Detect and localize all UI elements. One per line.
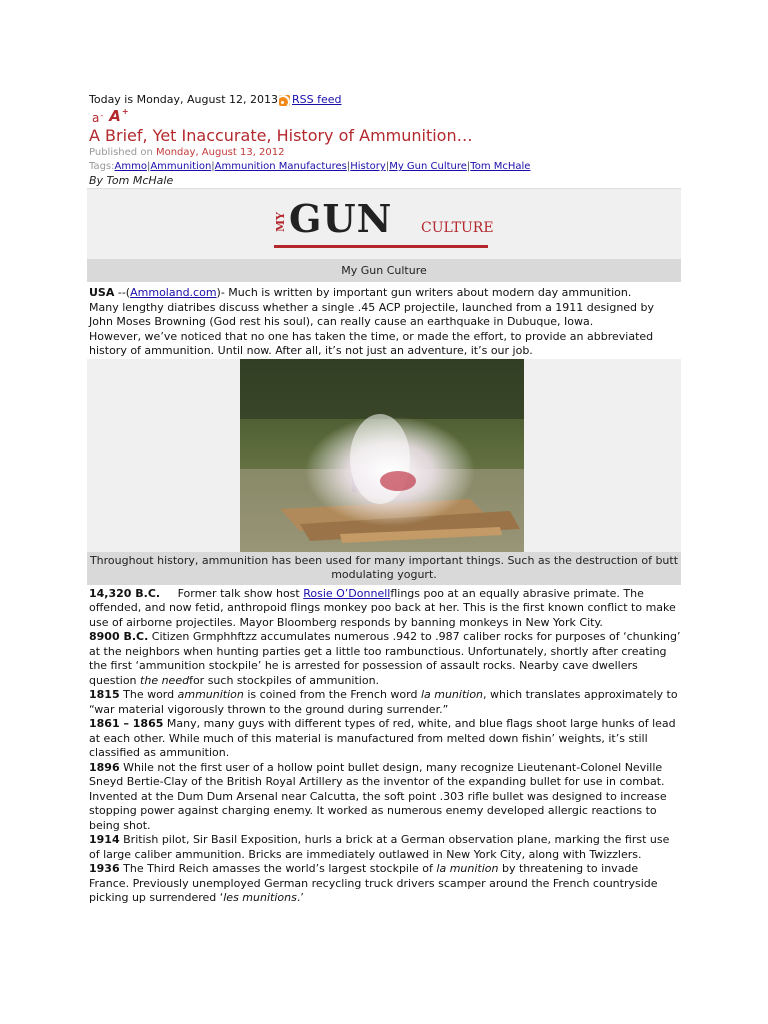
entry-text: Many, many guys with different types of red, white, and blue flags shoot large hunks of lead at each other. While much of this material is manufactured from melted down fishin’ weights, it’s still classified as ammunition. <box>89 717 676 759</box>
entry-date: 1936 <box>89 862 120 875</box>
entry-emphasis: les munitions <box>223 891 297 904</box>
font-larger-button[interactable] <box>109 107 128 125</box>
ammoland-link[interactable]: Ammoland.com <box>130 286 217 299</box>
date-line <box>89 93 681 107</box>
rss-feed-link[interactable]: RSS feed <box>292 93 342 106</box>
entry-text: British pilot, Sir Basil Exposition, hurls a brick at a German observation plane, marking the first use of large caliber ammunition. Bricks are immediately outlawed in New York City, along with Twizzlers. <box>89 833 670 861</box>
usa-label: USA <box>89 286 115 299</box>
entry-date: 1815 <box>89 688 120 701</box>
tags-line: Tags:Ammo|Ammunition|Ammunition Manufactures|History|My Gun Culture|Tom McHale <box>89 161 531 172</box>
timeline-entry <box>89 761 681 834</box>
timeline-entry <box>89 630 681 688</box>
entry-text: Former talk show host <box>160 586 304 600</box>
rss-icon[interactable] <box>279 95 290 106</box>
photo-panel <box>87 359 681 552</box>
logo-underline <box>274 245 488 248</box>
article-title[interactable]: A Brief, Yet Inaccurate, History of Ammunition… <box>89 126 473 145</box>
entry-text: .’ <box>296 891 304 904</box>
entry-date: 1861 – 1865 <box>89 717 164 730</box>
intro-text: )- Much is written by important gun writers about modern day ammunition. <box>216 286 632 299</box>
font-smaller-button[interactable] <box>92 111 103 125</box>
timeline-entry <box>89 688 681 717</box>
entry-text: flings poo at an equally abrasive primate. The offended, and now fetid, anthropoid flings monkey poo back at her. This is the first known conflict to make use of airborne projectiles. Mayor Bloomberg responds by banning monkeys in New York City. <box>89 586 676 629</box>
entry-text: Citizen Grmphhftzz accumulates numerous .942 to .987 caliber rocks for purposes of ‘chunking’ at the neighbors when hunting parties get a little too rambunctious. Unfortunately, shortly after creating the first ‘ammunition stockpile’ he is arrested for possession of assault rocks. Nearby cave dwellers question <box>89 630 681 687</box>
my-gun-culture-logo <box>274 196 494 249</box>
logo-caption: My Gun Culture <box>87 259 681 282</box>
timeline-entry <box>89 833 681 862</box>
tag-link[interactable]: Ammunition Manufactures <box>214 161 347 172</box>
font-smaller-label: a <box>92 111 100 125</box>
entry-date: 1914 <box>89 833 120 846</box>
tag-link[interactable]: History <box>350 161 386 172</box>
explosion-photo <box>240 359 524 552</box>
rosie-link[interactable]: Rosie O’Donnell <box>303 586 391 600</box>
entry-text: for such stockpiles of ammunition. <box>189 673 380 687</box>
entry-emphasis: la munition <box>436 862 499 875</box>
timeline-entry <box>89 587 681 631</box>
entry-date: 1896 <box>89 760 120 774</box>
tags-label: Tags: <box>89 161 115 172</box>
intro-paragraph <box>89 286 681 359</box>
tag-link[interactable]: Tom McHale <box>470 161 531 172</box>
timeline-entry <box>89 717 681 761</box>
article-content <box>89 93 681 906</box>
logo-gun-text: GUN <box>289 196 393 241</box>
timeline <box>89 587 681 906</box>
intro-line-2: Many lengthy diatribes discuss whether a single .45 ACP projectile, launched from a 1911 designed by John Moses Browning (God rest his soul), can really cause an earthquake in Dubuque, Iowa. <box>89 300 655 328</box>
entry-emphasis: ammunition <box>177 688 244 701</box>
tag-link[interactable]: Ammo <box>114 161 147 172</box>
entry-text: by threatening to invade France. Previously unemployed German recycling truck drivers scamper around the French countryside picking up surrendered ‘ <box>89 862 658 904</box>
published-line <box>89 146 681 160</box>
today-text: Today is Monday, August 12, 2013 <box>89 93 278 106</box>
font-smaller-sup: - <box>100 111 104 120</box>
entry-text: is coined from the French word <box>243 688 421 701</box>
entry-date: 14,320 B.C. <box>89 586 161 600</box>
logo-culture-text: CULTURE <box>421 220 494 236</box>
byline: By Tom McHale <box>89 174 174 187</box>
entry-text: , which translates approximately to “war material vigorously thrown to the ground during surrender.” <box>89 688 678 716</box>
font-size-controls <box>92 109 681 125</box>
intro-text: --( <box>114 286 131 299</box>
intro-line-3: However, we’ve noticed that no one has taken the time, or made the effort, to provide an abbreviated history of ammunition. Until now. After all, it’s not just an adventure, it’s our job. <box>89 329 654 357</box>
entry-text: The Third Reich amasses the world’s largest stockpile of <box>119 862 437 875</box>
tag-link[interactable]: Ammunition <box>150 161 212 172</box>
published-date: Monday, August 13, 2012 <box>155 147 285 158</box>
entry-emphasis: la munition <box>420 688 484 701</box>
timeline-entry <box>89 862 681 906</box>
font-larger-sup: + <box>121 107 129 116</box>
font-larger-label: A <box>109 107 121 125</box>
entry-emphasis: the need <box>140 673 190 687</box>
entry-date: 8900 B.C. <box>89 630 149 643</box>
entry-text: The word <box>119 688 178 701</box>
logo-my-text: MY <box>274 211 287 233</box>
published-label: Published on <box>89 147 153 158</box>
logo-panel <box>87 188 681 259</box>
entry-text: While not the first user of a hollow point bullet design, many recognize Lieutenant-Colonel Neville Sneyd Bertie-Clay of the British Royal Artillery as the inventor of the expanding bullet for use in combat. Invented at the Dum Dum Arsenal near Calcutta, the soft point .303 rifle bullet was designed to increase stopping power against charging enemy. It worked as numerous enemy developed allergic reactions to being shot. <box>89 760 667 832</box>
photo-caption: Throughout history, ammunition has been used for many important things. Such as the destruction of butt modulating yogurt. <box>87 552 681 585</box>
tag-link[interactable]: My Gun Culture <box>389 161 467 172</box>
